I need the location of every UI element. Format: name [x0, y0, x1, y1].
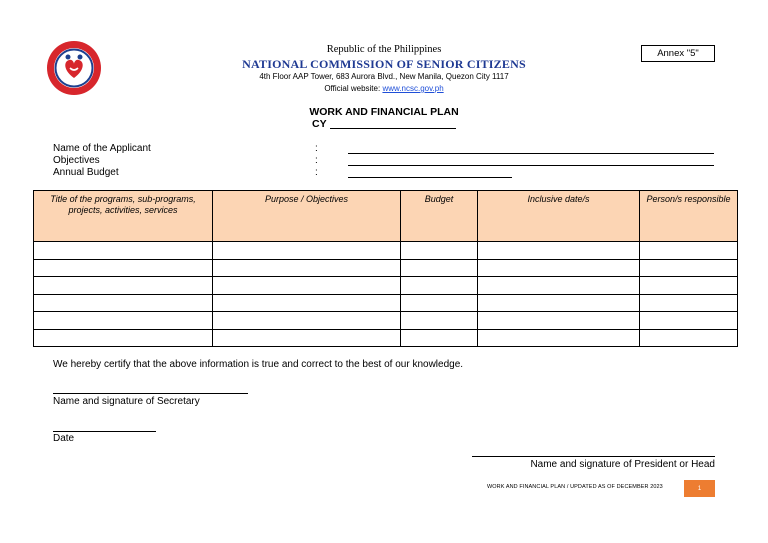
- table-cell[interactable]: [401, 277, 478, 295]
- table-cell[interactable]: [640, 312, 738, 330]
- annex-box: [641, 45, 715, 62]
- work-financial-plan-table: [33, 190, 738, 347]
- annual-budget-label: Annual Budget: [53, 167, 119, 178]
- table-cell[interactable]: [213, 277, 401, 295]
- cy-input-line[interactable]: [330, 128, 456, 129]
- objectives-colon: :: [315, 155, 318, 166]
- organization-address: 4th Floor AAP Tower, 683 Aurora Blvd., New Manila, Quezon City 1117: [259, 72, 509, 81]
- applicant-name-colon: :: [315, 143, 318, 154]
- table-cell[interactable]: [213, 242, 401, 260]
- applicant-name-label: Name of the Applicant: [53, 143, 151, 154]
- certification-statement: We hereby certify that the above information is true and correct to the best of our knowledge.: [53, 359, 464, 370]
- table-cell[interactable]: [478, 294, 640, 312]
- table-cell[interactable]: [401, 259, 478, 277]
- page-number: 1: [697, 485, 702, 492]
- table-cell[interactable]: [401, 242, 478, 260]
- table-row: [34, 294, 738, 312]
- objectives-field[interactable]: [348, 165, 714, 166]
- date-line[interactable]: [53, 431, 156, 432]
- table-cell[interactable]: [401, 329, 478, 347]
- table-cell[interactable]: [478, 242, 640, 260]
- table-cell[interactable]: [640, 242, 738, 260]
- table-cell[interactable]: [34, 259, 213, 277]
- table-cell[interactable]: [34, 329, 213, 347]
- objectives-label: Objectives: [53, 155, 100, 166]
- republic-heading: Republic of the Philippines: [326, 44, 442, 55]
- table-cell[interactable]: [640, 329, 738, 347]
- column-header-title: Title of the programs, sub-programs, projects, activities, services: [34, 191, 213, 242]
- organization-name: NATIONAL COMMISSION OF SENIOR CITIZENS: [242, 57, 526, 71]
- table-cell[interactable]: [640, 294, 738, 312]
- table-cell[interactable]: [34, 242, 213, 260]
- table-cell[interactable]: [34, 312, 213, 330]
- table-row: [34, 242, 738, 260]
- table-cell[interactable]: [213, 329, 401, 347]
- table-cell[interactable]: [478, 329, 640, 347]
- secretary-signature-line[interactable]: [53, 393, 248, 394]
- table-cell[interactable]: [213, 294, 401, 312]
- table-cell[interactable]: [640, 277, 738, 295]
- website-line: [0, 84, 768, 93]
- table-cell[interactable]: [401, 294, 478, 312]
- table-cell[interactable]: [640, 259, 738, 277]
- president-signature-line[interactable]: [472, 456, 715, 457]
- table-cell[interactable]: [213, 259, 401, 277]
- column-header-budget: Budget: [401, 191, 478, 242]
- website-label: Official website:: [324, 84, 383, 93]
- column-header-dates: Inclusive date/s: [478, 191, 640, 242]
- column-header-purpose: Purpose / Objectives: [213, 191, 401, 242]
- applicant-name-field[interactable]: [348, 153, 714, 154]
- page-number-badge: [684, 480, 715, 497]
- secretary-signature-label: Name and signature of Secretary: [53, 396, 200, 407]
- table-row: [34, 329, 738, 347]
- president-signature-label: Name and signature of President or Head: [530, 459, 715, 470]
- table-header-row: [34, 191, 738, 242]
- table-cell[interactable]: [478, 312, 640, 330]
- table-cell[interactable]: [34, 277, 213, 295]
- table-cell[interactable]: [34, 294, 213, 312]
- table-row: [34, 312, 738, 330]
- cy-label: CY: [312, 118, 327, 130]
- date-label: Date: [53, 433, 75, 444]
- document-title: WORK AND FINANCIAL PLAN: [309, 106, 459, 118]
- table-cell[interactable]: [478, 259, 640, 277]
- table-row: [34, 277, 738, 295]
- table-cell[interactable]: [401, 312, 478, 330]
- annual-budget-field[interactable]: [348, 177, 512, 178]
- table-row: [34, 259, 738, 277]
- annual-budget-colon: :: [315, 167, 318, 178]
- column-header-person: Person/s responsible: [640, 191, 738, 242]
- table-cell[interactable]: [478, 277, 640, 295]
- table-cell[interactable]: [213, 312, 401, 330]
- footer-text: WORK AND FINANCIAL PLAN / UPDATED AS OF DECEMBER 2023: [487, 484, 663, 490]
- annex-label: Annex "5": [657, 48, 699, 59]
- website-link[interactable]: www.ncsc.gov.ph: [382, 84, 444, 93]
